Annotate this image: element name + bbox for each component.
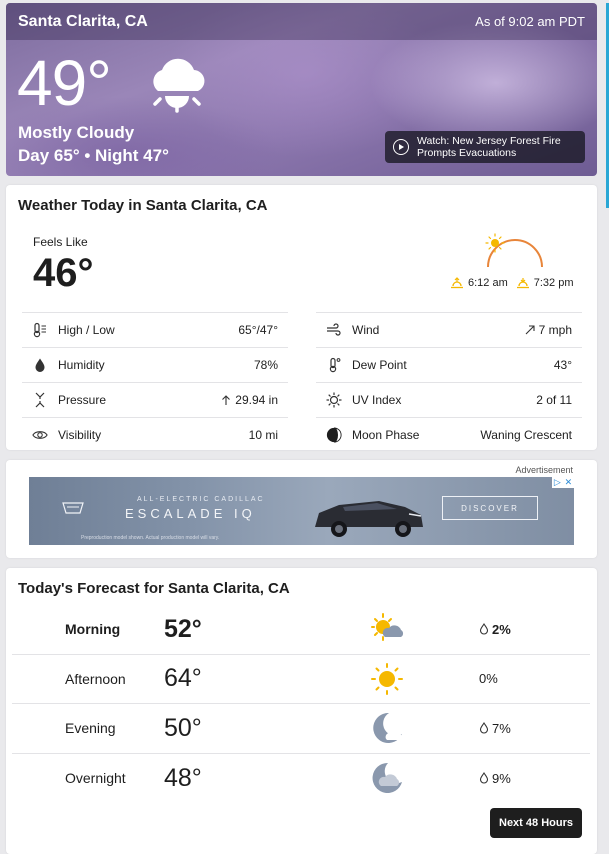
feels-like-value: 46°	[33, 251, 94, 295]
forecast-temp: 52°	[164, 614, 202, 643]
detail-value: 29.94 in	[235, 393, 278, 407]
sunrise-time: 6:12 am	[468, 277, 508, 289]
visibility-eye-icon	[22, 427, 48, 443]
detail-value: 7 mph	[538, 323, 572, 337]
video-title-line1: Watch: New Jersey Forest Fire	[417, 135, 561, 147]
partly-cloudy-night-icon	[369, 760, 405, 796]
current-conditions-hero	[6, 3, 597, 176]
detail-high-low	[22, 312, 288, 347]
sunset-icon	[516, 277, 530, 289]
today-card-title: Weather Today in Santa Clarita, CA	[18, 197, 268, 214]
detail-value: 43°	[553, 358, 572, 372]
forecast-precip	[479, 721, 511, 736]
detail-value: 65°/47°	[238, 323, 278, 337]
pressure-icon	[22, 392, 48, 408]
video-link[interactable]	[385, 131, 585, 163]
day-night-temps: Day 65° • Night 47°	[18, 146, 169, 165]
detail-value-wrap	[525, 323, 582, 337]
forecast-row-overnight[interactable]	[12, 754, 590, 804]
forecast-period: Afternoon	[65, 670, 126, 687]
partly-cloudy-day-icon	[369, 611, 405, 647]
forecast-precip-value: 7%	[492, 720, 511, 736]
detail-value: Waning Crescent	[480, 428, 572, 442]
mostly-clear-night-icon	[369, 710, 405, 746]
rain-drop-icon	[479, 722, 489, 734]
detail-value: 2 of 11	[536, 393, 572, 407]
forecast-list	[12, 605, 590, 803]
sun-arc-icon	[480, 229, 550, 269]
detail-uv-index	[316, 382, 582, 417]
advertisement-label: Advertisement	[515, 465, 573, 475]
next-48-hours-button[interactable]: Next 48 Hours	[490, 808, 582, 838]
advertisement-card	[6, 460, 597, 558]
details-grid	[22, 312, 582, 452]
location-title: Santa Clarita, CA	[18, 12, 148, 30]
forecast-temp: 48°	[164, 763, 202, 792]
forecast-precip-value: 2%	[492, 621, 511, 637]
ad-headline: ESCALADE IQ	[125, 506, 256, 521]
forecast-precip-value: 9%	[492, 770, 511, 786]
detail-label: Dew Point	[352, 358, 407, 372]
forecast-icon-cell	[369, 611, 479, 647]
video-title-line2: Prompts Evacuations	[417, 147, 517, 159]
forecast-row-morning[interactable]	[12, 605, 590, 655]
ad-close-icon[interactable]: ✕	[564, 477, 573, 487]
rain-drop-icon	[479, 772, 489, 784]
detail-dew-point	[316, 347, 582, 382]
forecast-period: Overnight	[65, 770, 126, 787]
sunrise	[450, 277, 508, 289]
sun-times	[450, 277, 574, 289]
hero-header	[6, 3, 597, 40]
detail-visibility	[22, 417, 288, 452]
detail-humidity	[22, 347, 288, 382]
detail-label: UV Index	[352, 393, 402, 407]
forecast-title: Today's Forecast for Santa Clarita, CA	[18, 580, 290, 597]
detail-label: High / Low	[58, 323, 115, 337]
video-title	[417, 135, 561, 159]
detail-label: Visibility	[58, 428, 102, 442]
today-details-card	[6, 185, 597, 450]
feels-like-label: Feels Like	[33, 235, 88, 249]
detail-label: Wind	[352, 323, 380, 337]
detail-value-wrap	[221, 393, 288, 407]
wind-direction-arrow-icon	[525, 325, 535, 335]
ad-choices-icon[interactable]: ▷	[553, 477, 561, 487]
current-temperature: 49°	[17, 47, 111, 119]
detail-moon-phase	[316, 417, 582, 452]
sunny-icon	[369, 661, 405, 697]
forecast-period: Morning	[65, 621, 121, 638]
uv-index-icon	[316, 392, 342, 408]
thermometer-icon	[22, 322, 48, 338]
forecast-icon-cell	[369, 710, 479, 746]
sunrise-icon	[450, 277, 464, 289]
today-forecast-card	[6, 568, 597, 854]
forecast-temp: 50°	[164, 713, 202, 742]
cadillac-logo-icon	[61, 501, 85, 515]
detail-label: Moon Phase	[352, 428, 420, 442]
condition-phrase: Mostly Cloudy	[18, 123, 135, 142]
forecast-icon-cell	[369, 661, 479, 697]
dew-point-icon	[316, 357, 342, 373]
detail-label: Pressure	[58, 393, 107, 407]
forecast-temp: 64°	[164, 664, 202, 693]
sunset-time: 7:32 pm	[533, 277, 574, 289]
detail-value: 78%	[253, 358, 278, 372]
forecast-row-afternoon[interactable]	[12, 655, 590, 705]
detail-wind	[316, 312, 582, 347]
ad-choices[interactable]	[552, 477, 574, 488]
suv-image-icon	[309, 483, 429, 545]
detail-pressure	[22, 382, 288, 417]
forecast-row-evening[interactable]	[12, 704, 590, 754]
wind-icon	[316, 322, 342, 338]
forecast-precip-value: 0%	[479, 671, 498, 687]
forecast-period: Evening	[65, 720, 116, 737]
mostly-cloudy-icon	[144, 53, 210, 115]
forecast-precip	[479, 671, 498, 686]
page	[6, 3, 597, 854]
play-icon	[393, 139, 409, 155]
detail-value: 10 mi	[248, 428, 278, 442]
ad-banner[interactable]	[29, 477, 574, 545]
sunset	[516, 277, 574, 289]
moon-phase-icon	[316, 426, 342, 444]
observation-time: As of 9:02 am PDT	[475, 14, 585, 29]
forecast-precip	[479, 771, 511, 786]
forecast-precip	[479, 622, 511, 637]
humidity-drop-icon	[22, 357, 48, 373]
ad-headline-small: ALL-ELECTRIC CADILLAC	[137, 496, 265, 503]
rain-drop-icon	[479, 623, 489, 635]
detail-label: Humidity	[58, 358, 105, 372]
arrow-up-icon	[221, 395, 231, 406]
forecast-icon-cell	[369, 760, 479, 796]
ad-fine-print: Preproduction model shown. Actual production model will vary.	[81, 535, 220, 541]
ad-discover-button[interactable]: DISCOVER	[442, 496, 538, 520]
